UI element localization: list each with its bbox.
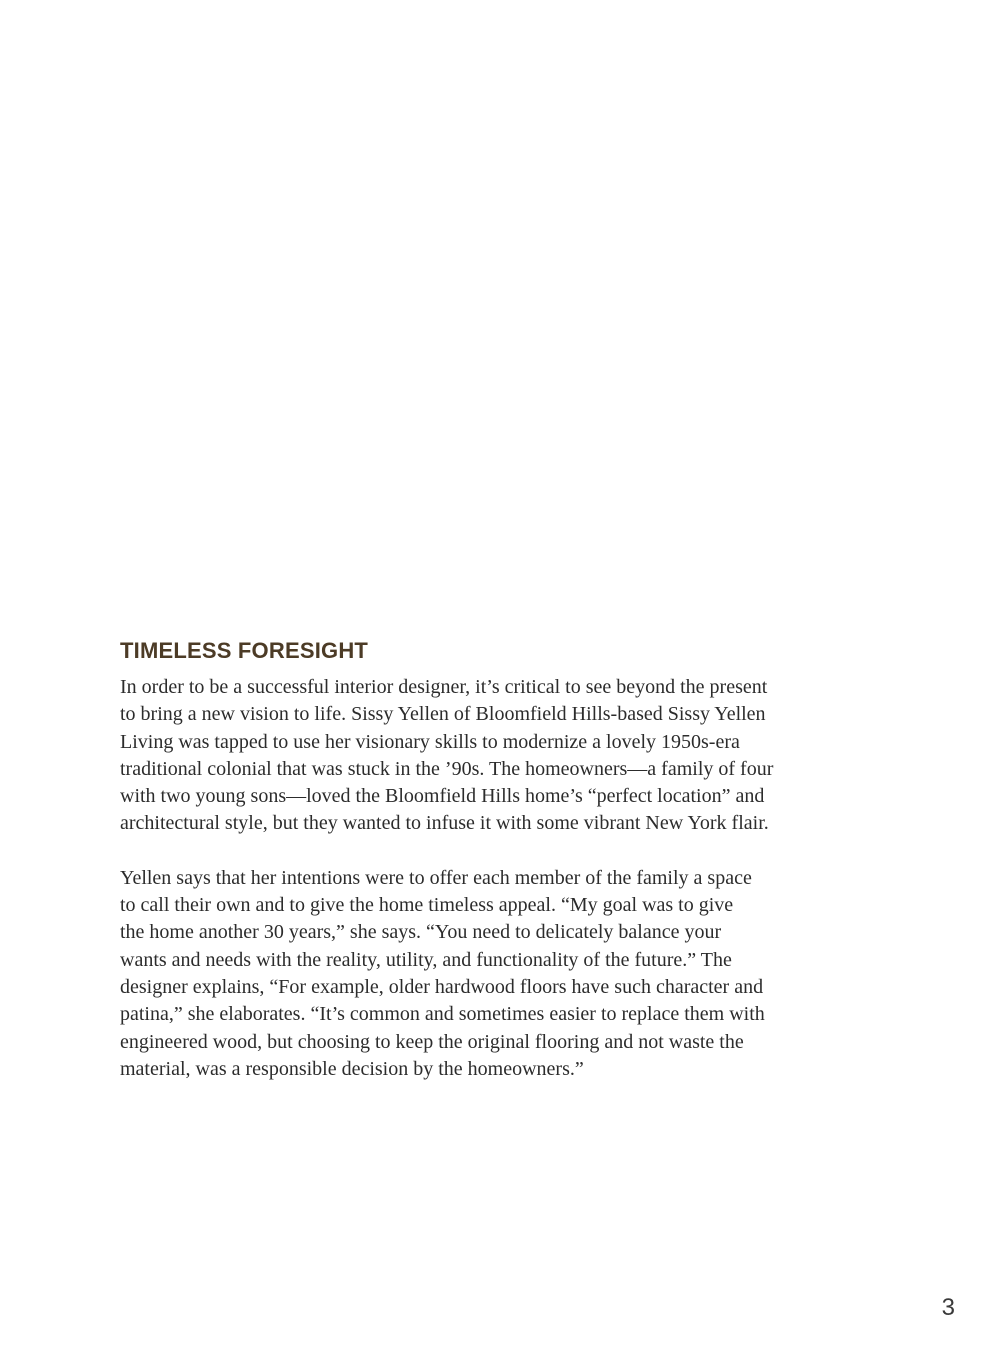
paragraph-line: Living was tapped to use her visionary skills to modernize a lovely 1950s-era [120, 730, 740, 753]
paragraph-line: to bring a new vision to life. Sissy Yellen of Bloomfield Hills-based Sissy Yellen [120, 703, 766, 726]
paragraph-line: architectural style, but they wanted to infuse it with some vibrant New York flair. [120, 812, 769, 835]
paragraph-line: patina,” she elaborates. “It’s common and sometimes easier to replace them with [120, 1003, 765, 1026]
paragraph-line: Yellen says that her intentions were to offer each member of the family a space [120, 866, 752, 889]
paragraph-line: to call their own and to give the home timeless appeal. “My goal was to give [120, 894, 734, 917]
article-section [120, 636, 880, 1083]
paragraph-line: the home another 30 years,” she says. “You need to delicately balance your [120, 921, 722, 944]
paragraph-line: engineered wood, but choosing to keep the original flooring and not waste the [120, 1030, 744, 1053]
paragraph-quote [120, 865, 880, 1083]
paragraph-line: with two young sons—loved the Bloomfield Hills home’s “perfect location” and [120, 785, 765, 808]
page-number: 3 [941, 1294, 955, 1321]
paragraph-line: In order to be a successful interior designer, it’s critical to see beyond the present [120, 676, 768, 698]
paragraph-line: wants and needs with the reality, utility, and functionality of the future.” The [120, 948, 732, 971]
section-heading: TIMELESS FORESIGHT [120, 638, 369, 663]
paragraph-intro [120, 674, 880, 838]
paragraph-line: designer explains, “For example, older hardwood floors have such character and [120, 975, 764, 998]
paragraph-line: material, was a responsible decision by the homeowners.” [120, 1057, 584, 1080]
paragraph-line: traditional colonial that was stuck in the ’90s. The homeowners—a family of four [120, 757, 774, 780]
